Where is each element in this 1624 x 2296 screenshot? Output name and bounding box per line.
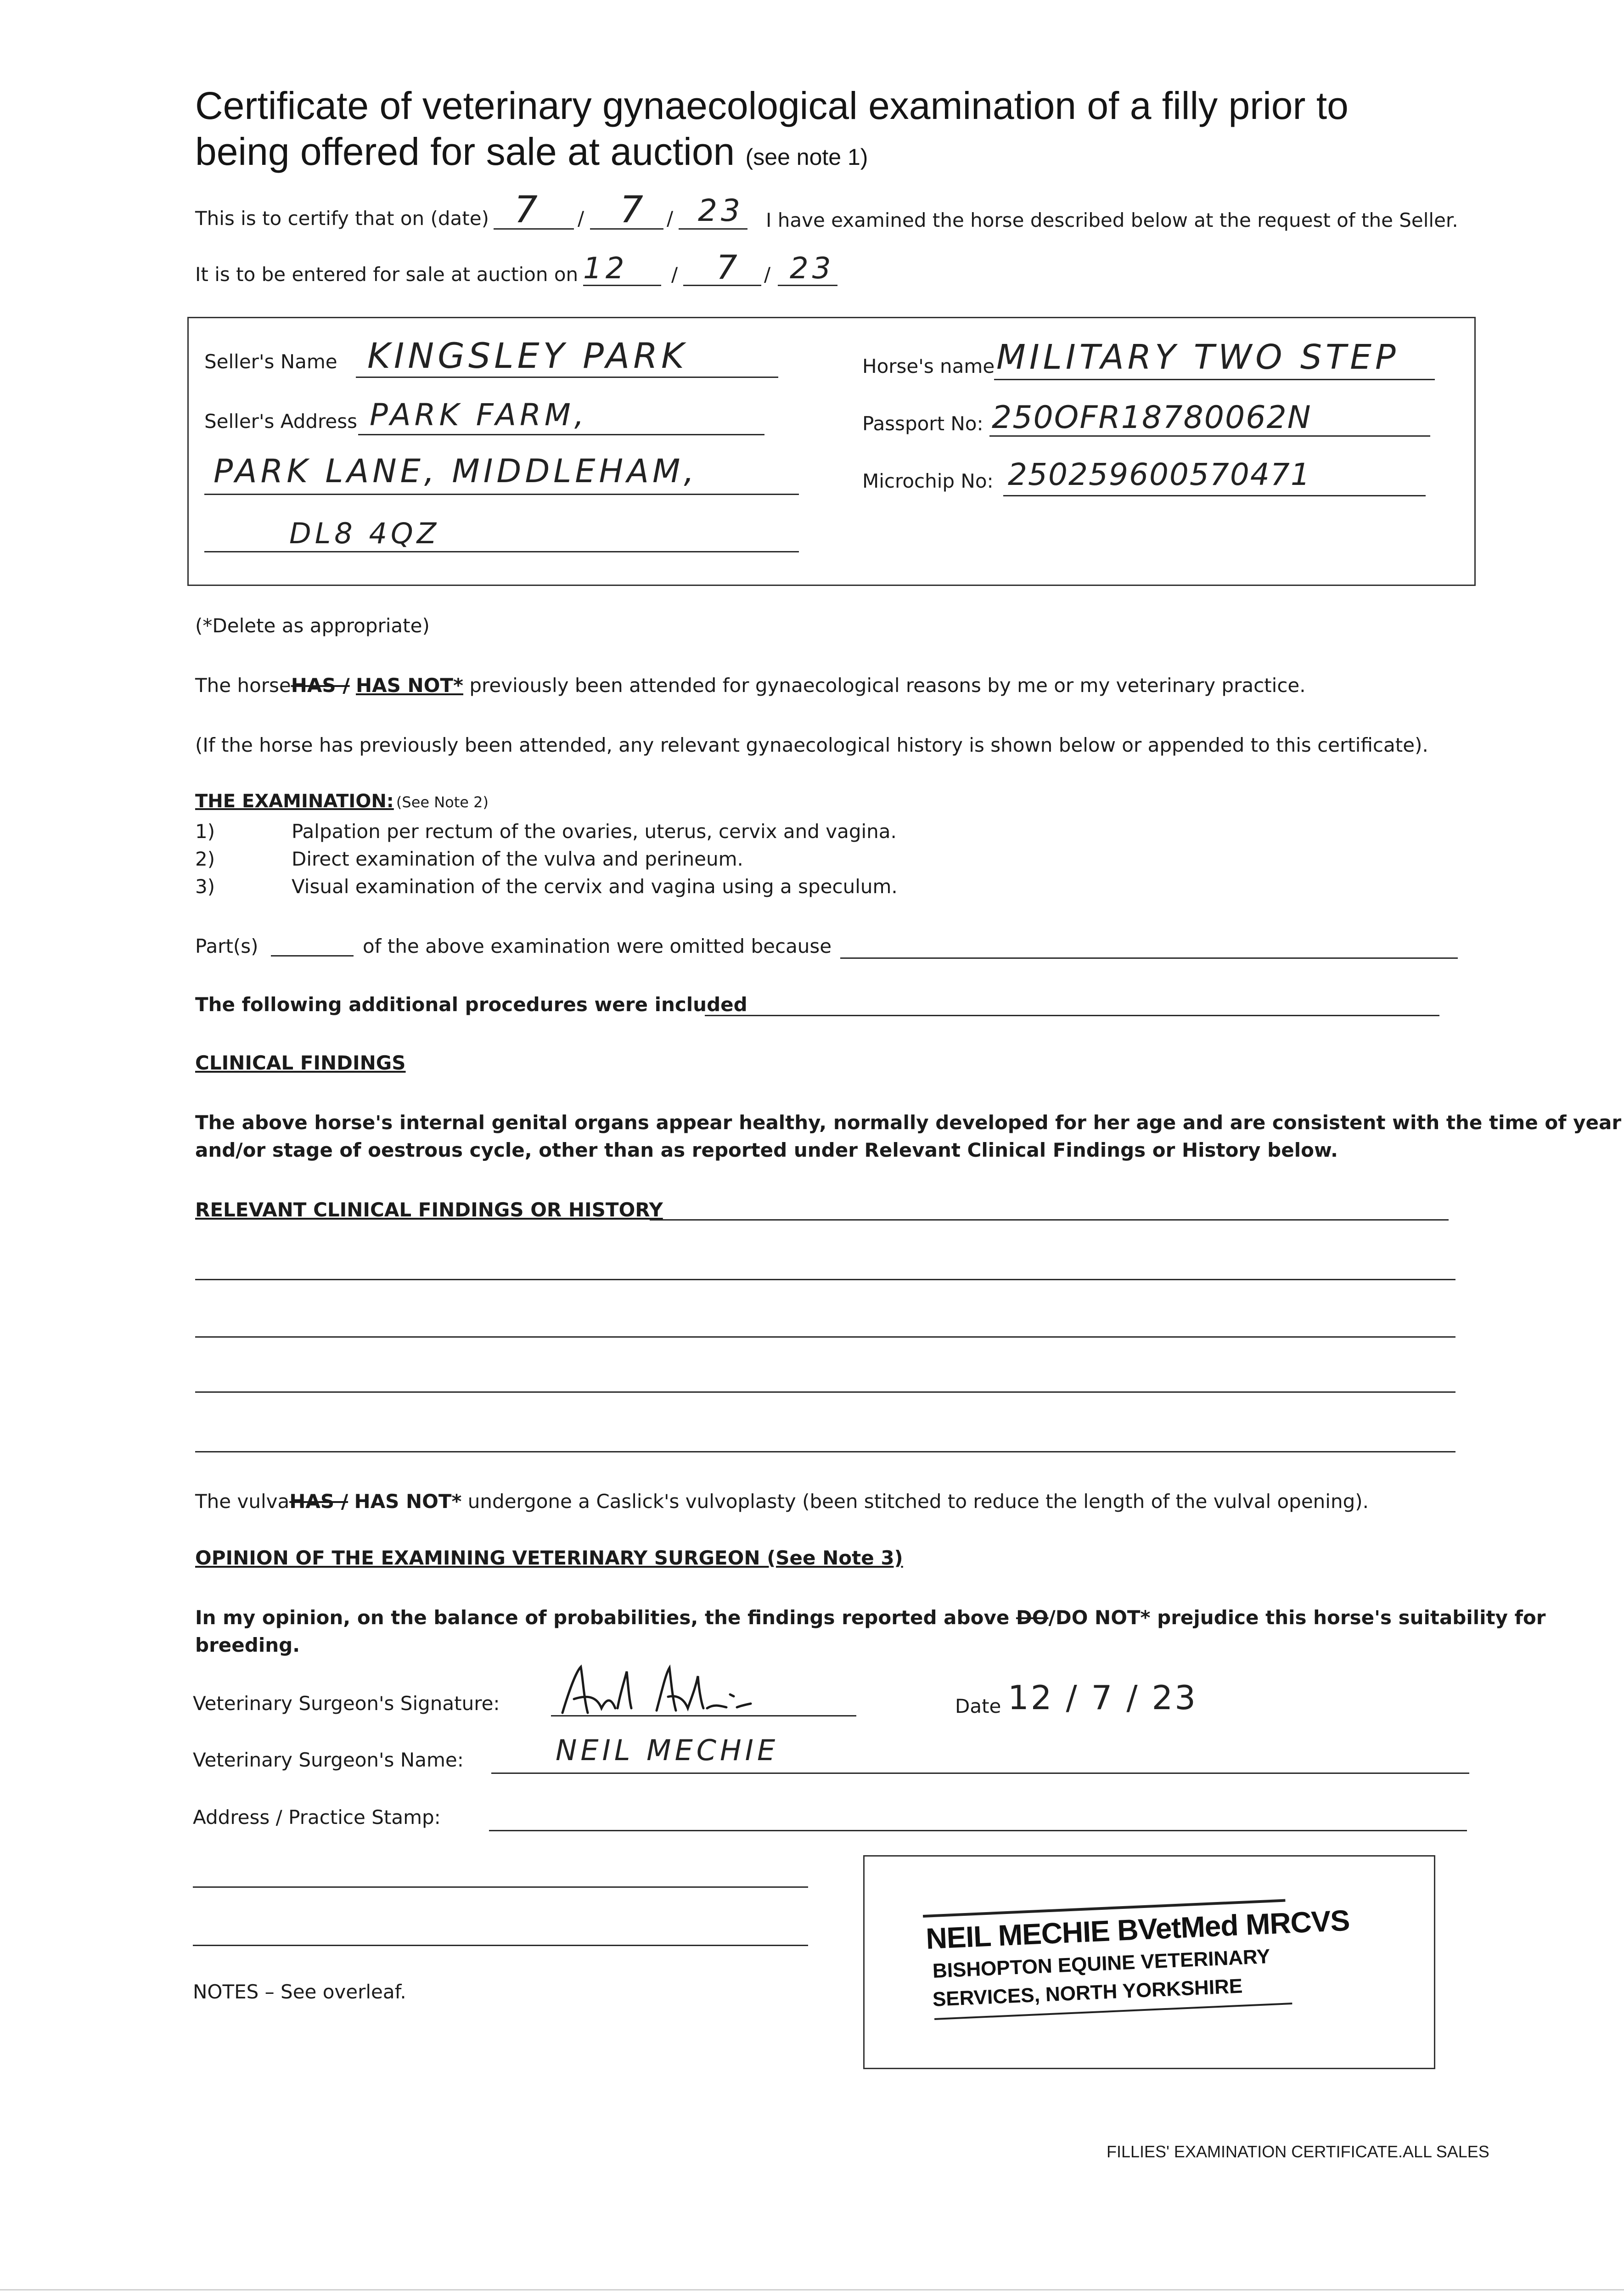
relevant-findings-line-4: [195, 1391, 1455, 1393]
omitted-reason-line: [840, 957, 1458, 959]
relevant-findings-line-2: [195, 1279, 1455, 1280]
certify-prefix: This is to certify that on (date): [195, 207, 489, 230]
vulva-statement: [195, 1489, 1369, 1514]
horse-name-label: Horse's name: [862, 355, 995, 377]
examination-item-1: [195, 819, 897, 844]
seller-name-line: [356, 377, 778, 378]
practice-address-line-3: [193, 1945, 808, 1946]
surgeon-name-label: Veterinary Surgeon's Name:: [193, 1749, 464, 1771]
horse-name-line: [994, 379, 1435, 380]
practice-stamp-label: Address / Practice Stamp:: [193, 1806, 441, 1829]
seller-address-value-1: PARK FARM,: [370, 397, 588, 433]
seller-name-label: Seller's Name: [204, 350, 337, 373]
examination-item-2: [195, 846, 743, 872]
scan-edge: [0, 2289, 1624, 2290]
opinion-text-2: breeding.: [195, 1634, 300, 1656]
relevant-findings-line-5: [195, 1451, 1455, 1452]
surgeon-name-value: NEIL MECHIE: [556, 1733, 779, 1767]
examination-heading-row: [195, 791, 489, 812]
attended-kept: HAS NOT*: [356, 674, 464, 697]
seller-address-label: Seller's Address: [204, 410, 357, 433]
attended-statement: [195, 673, 1306, 698]
examination-item-3-num: 3): [195, 875, 215, 898]
omitted-prefix: Part(s): [195, 935, 258, 957]
attended-prefix: The horse: [195, 674, 291, 697]
auction-sep-2: /: [764, 263, 771, 286]
examination-item-1-text: Palpation per rectum of the ovaries, uterus, cervix and vagina.: [292, 820, 897, 843]
opinion-text-suffix: /DO NOT* prejudice this horse's suitability for: [1048, 1606, 1546, 1629]
clinical-findings-text-1: The above horse's internal genital organs appear healthy, normally developed for her age and are consistent with the time of year: [195, 1111, 1622, 1134]
auction-year-value: 23: [790, 252, 835, 286]
signature-label: Veterinary Surgeon's Signature:: [193, 1692, 500, 1715]
signature-date-value: 12 / 7 / 23: [1008, 1678, 1198, 1717]
seller-address-line-2: [204, 494, 799, 495]
clinical-findings-text-2: and/or stage of oestrous cycle, other than as reported under Relevant Clinical Findings or History below.: [195, 1139, 1338, 1161]
seller-address-line-1: [358, 434, 764, 435]
horse-name-value: MILITARY TWO STEP: [996, 338, 1399, 377]
relevant-findings-line-3: [195, 1336, 1455, 1338]
additional-procedures: The following additional procedures were included: [195, 993, 747, 1016]
seller-name-value: KINGSLEY PARK: [367, 335, 688, 376]
stamp-line-1: NEIL MECHIE BVetMed MRCVS: [925, 1903, 1350, 1955]
clinical-findings-heading: CLINICAL FINDINGS: [195, 1052, 406, 1074]
opinion-text-prefix: In my opinion, on the balance of probabilities, the findings reported above: [195, 1606, 1010, 1629]
examination-note: (See Note 2): [396, 793, 489, 811]
stamp-line-2: BISHOPTON EQUINE VETERINARY: [932, 1945, 1271, 1982]
certify-month-value: 7: [620, 188, 647, 231]
practice-address-line-1: [489, 1830, 1467, 1831]
certify-sep-1: /: [578, 207, 584, 230]
certify-sep-2: /: [667, 207, 674, 230]
passport-value: 250OFR18780062N: [992, 400, 1312, 436]
seller-address-line-3: [204, 551, 799, 552]
title-line-2-text: being offered for sale at auction: [195, 130, 735, 173]
examination-item-2-num: 2): [195, 848, 215, 870]
vulva-suffix: undergone a Caslick's vulvoplasty (been stitched to reduce the length of the vulval opening).: [467, 1490, 1369, 1513]
certificate-title: [195, 83, 1527, 180]
opinion-text-1: [195, 1605, 1545, 1631]
footer-text: FILLIES' EXAMINATION CERTIFICATE.ALL SALES: [1107, 2142, 1489, 2161]
relevant-findings-line-1: [650, 1219, 1449, 1221]
additional-procedures-line: [705, 1015, 1439, 1016]
opinion-heading: OPINION OF THE EXAMINING VETERINARY SURGEON (See Note 3): [195, 1547, 903, 1569]
title-line-1: Certificate of veterinary gynaecological examination of a filly prior to: [195, 84, 1349, 127]
handwritten-signature: [556, 1662, 753, 1722]
seller-address-value-3: DL8 4QZ: [289, 517, 440, 550]
microchip-value: 250259600570471: [1008, 457, 1311, 492]
history-note: (If the horse has previously been attended, any relevant gynaecological history is shown below or appended to this certificate).: [195, 734, 1428, 756]
relevant-findings-heading: RELEVANT CLINICAL FINDINGS OR HISTORY: [195, 1199, 663, 1221]
surgeon-name-line: [491, 1773, 1469, 1774]
certify-suffix: I have examined the horse described below at the request of the Seller.: [766, 209, 1458, 231]
auction-sep-1: /: [671, 263, 678, 286]
examination-item-1-num: 1): [195, 820, 215, 843]
attended-struck: HAS /: [291, 674, 350, 697]
vulva-struck: HAS /: [289, 1490, 348, 1513]
title-line-2: [195, 129, 1527, 180]
microchip-label: Microchip No:: [862, 470, 994, 492]
notes-overleaf: NOTES – See overleaf.: [193, 1981, 406, 2003]
seller-address-value-2: PARK LANE, MIDDLEHAM,: [214, 452, 698, 490]
delete-note: (*Delete as appropriate): [195, 614, 430, 637]
examination-item-3: [195, 874, 898, 900]
certify-year-value: 23: [698, 193, 744, 228]
omitted-parts-line: [271, 955, 354, 957]
omitted-suffix: of the above examination were omitted because: [363, 935, 832, 957]
examination-item-2-text: Direct examination of the vulva and perineum.: [292, 848, 743, 870]
examination-item-3-text: Visual examination of the cervix and vagina using a speculum.: [292, 875, 898, 898]
practice-address-line-2: [193, 1886, 808, 1888]
examination-heading: THE EXAMINATION:: [195, 791, 394, 812]
auction-day-value: 12: [583, 252, 628, 286]
microchip-line: [1003, 495, 1426, 496]
auction-prefix: It is to be entered for sale at auction on: [195, 263, 579, 286]
stamp-line-3: SERVICES, NORTH YORKSHIRE: [932, 1975, 1243, 2011]
opinion-struck: DO: [1016, 1606, 1049, 1629]
attended-suffix: previously been attended for gynaecological reasons by me or my veterinary practice.: [469, 674, 1306, 697]
signature-date-label: Date: [955, 1695, 1001, 1717]
title-note: (see note 1): [745, 144, 868, 170]
certify-year-line: [679, 228, 747, 230]
certify-day-value: 7: [514, 188, 541, 231]
auction-month-value: 7: [716, 248, 741, 287]
vulva-prefix: The vulva: [195, 1490, 290, 1513]
passport-label: Passport No:: [862, 412, 983, 435]
vulva-kept: HAS NOT*: [354, 1490, 462, 1513]
